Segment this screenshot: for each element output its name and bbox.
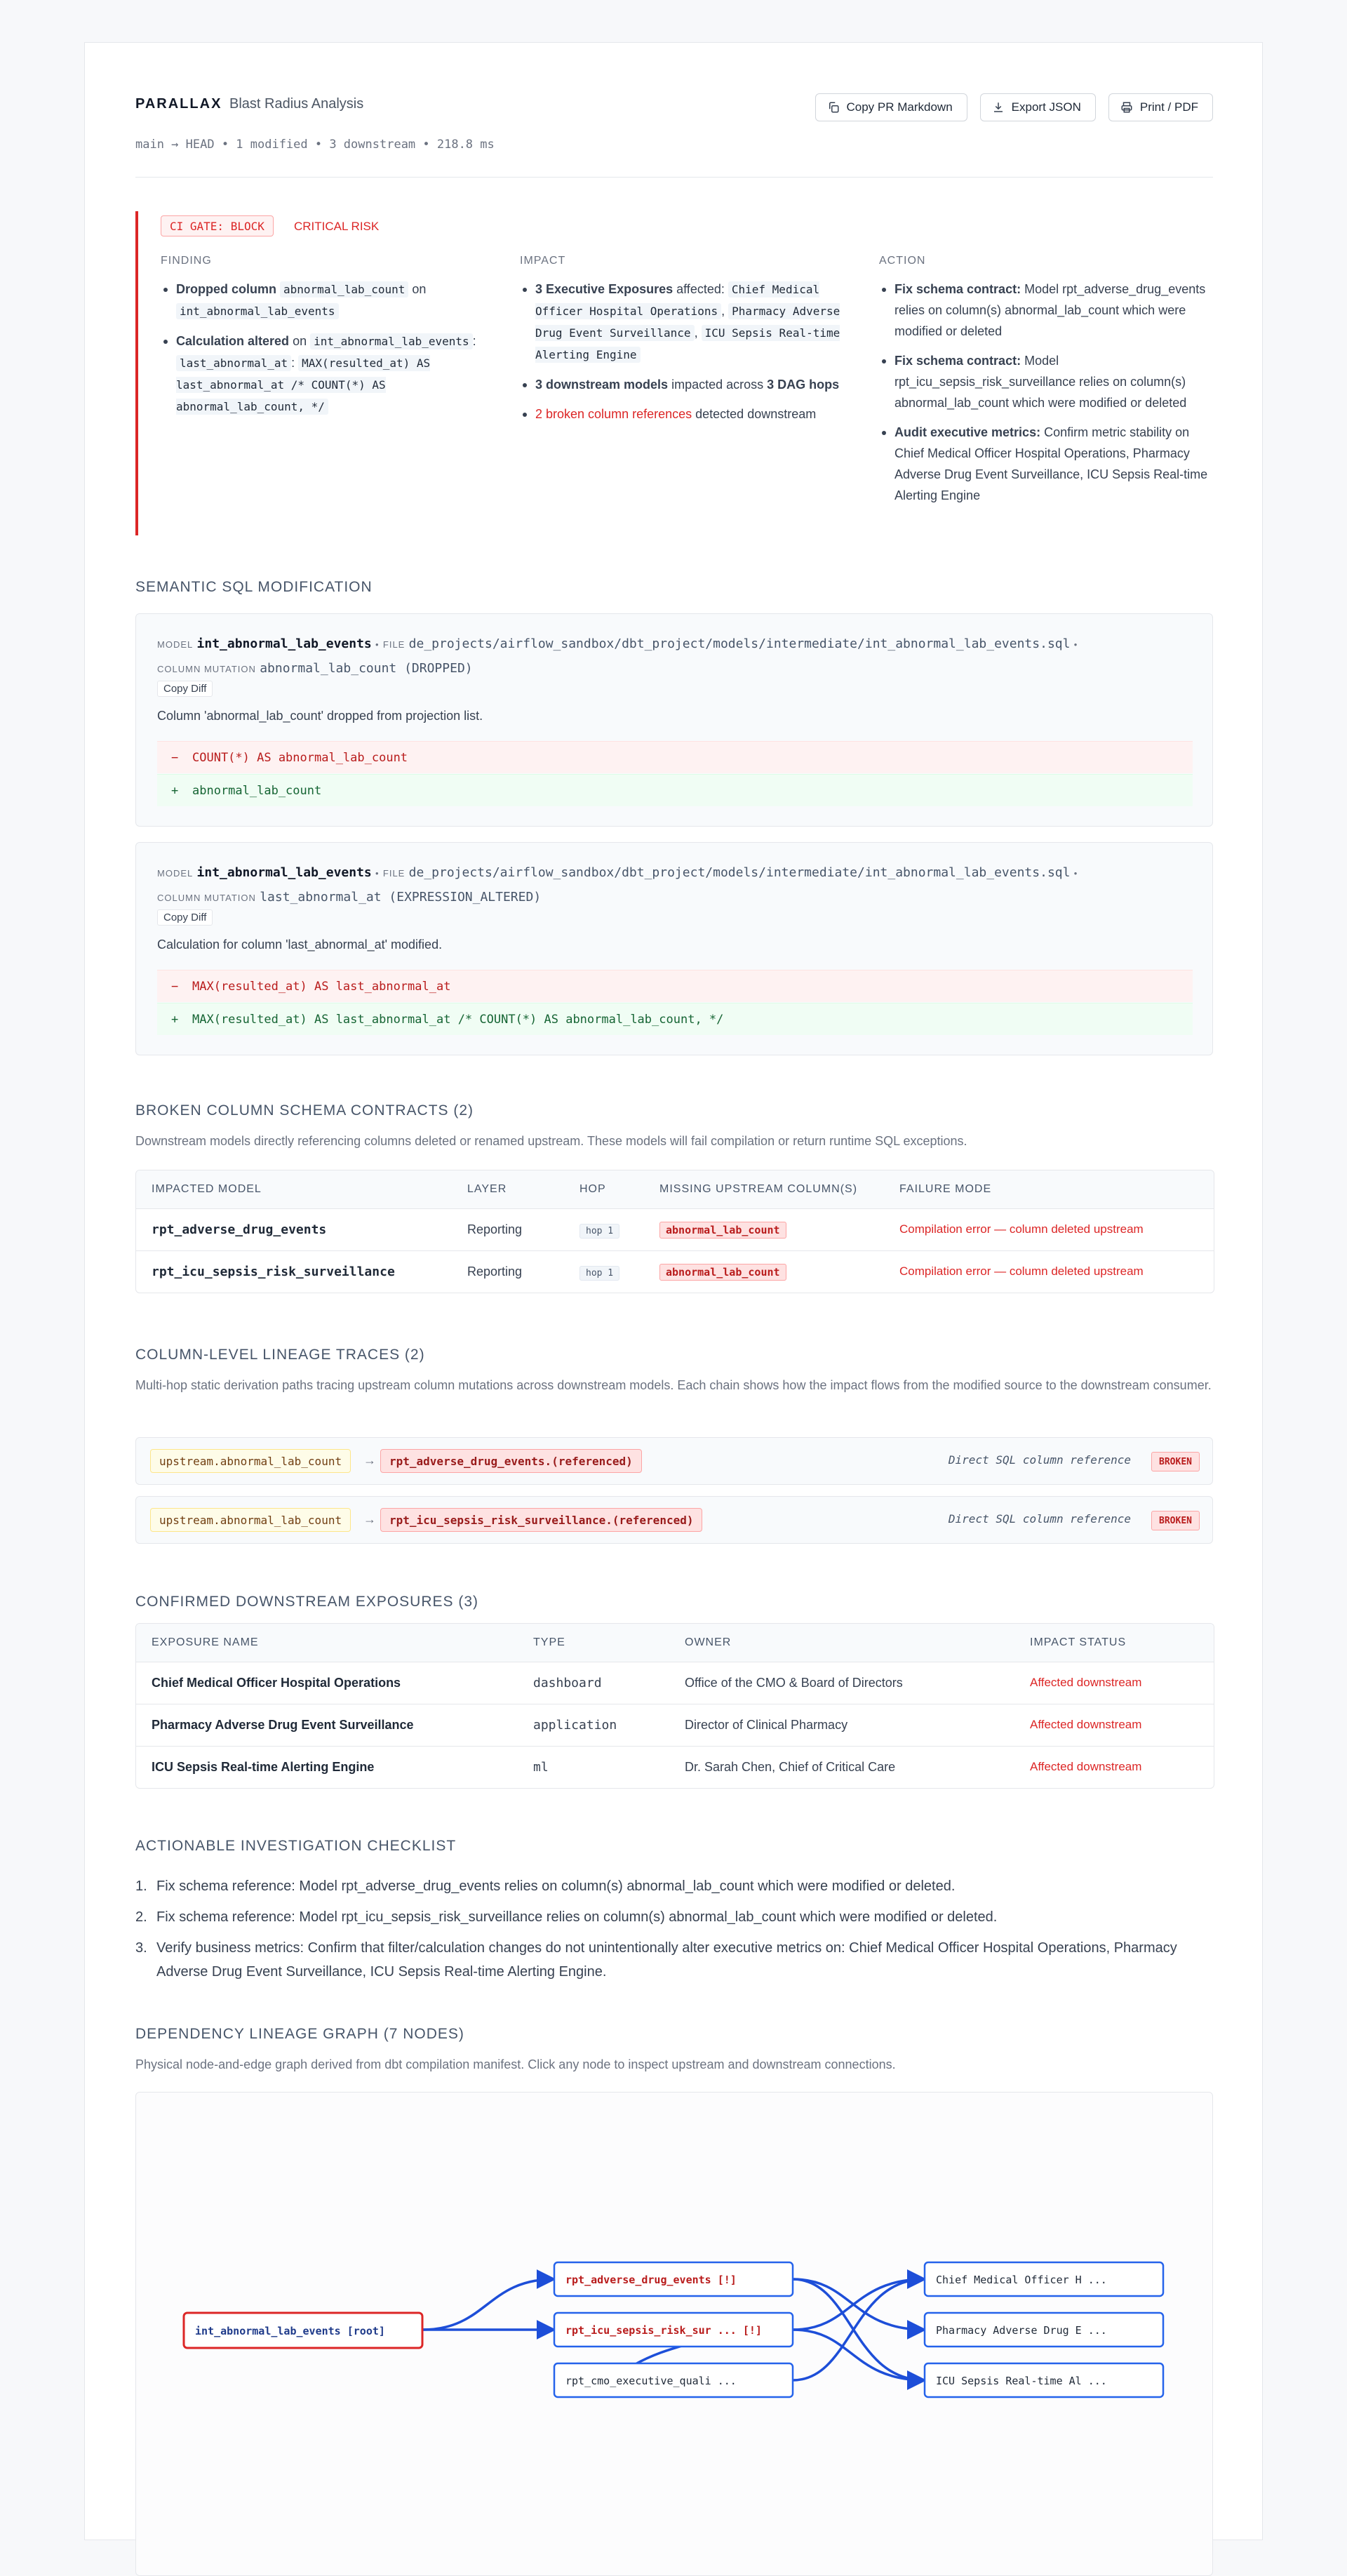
failure-mode: Compilation error — column deleted upstream xyxy=(899,1264,1144,1279)
graph-node-model[interactable] xyxy=(554,2262,793,2296)
column-header: FAILURE MODE xyxy=(884,1170,1214,1208)
diff-card: MODEL int_abnormal_lab_events • FILE de_projects/airflow_sandbox/dbt_project/models/intermediate/int_abnormal_lab_events.sql • COLUMN MUTATION abnormal_lab_count (DROPPED) Copy Diff Column 'abnormal_lab_count' dropped from projection list. − COUNT(*) AS abnormal_lab_count + abnormal_lab_count xyxy=(135,613,1213,827)
printer-icon xyxy=(1120,101,1133,114)
table-row[interactable] xyxy=(136,1662,1214,1704)
downstream-ref-chip: rpt_adverse_drug_events.(referenced) xyxy=(380,1449,642,1473)
copy-pr-markdown-label: Copy PR Markdown xyxy=(846,100,953,114)
diff-model-name: int_abnormal_lab_events xyxy=(196,636,372,651)
exposure-owner: Office of the CMO & Board of Directors xyxy=(669,1662,1014,1704)
diff-added-line: + abnormal_lab_count xyxy=(157,774,1193,806)
report-page xyxy=(84,42,1263,2540)
trace-note: Direct SQL column reference xyxy=(948,1512,1131,1526)
section-title: ACTIONABLE INVESTIGATION CHECKLIST xyxy=(135,1838,457,1854)
graph-node-exposure[interactable] xyxy=(925,2313,1163,2347)
lineage-traces-section xyxy=(135,1347,1213,1396)
graph-canvas[interactable] xyxy=(136,2093,1213,2576)
column-header: LAYER xyxy=(452,1170,564,1208)
page-title: Blast Radius Analysis xyxy=(229,96,364,112)
exposure-owner: Dr. Sarah Chen, Chief of Critical Care xyxy=(685,1759,896,1774)
lineage-trace[interactable] xyxy=(135,1496,1213,1544)
finding-item: Calculation altered on int_abnormal_lab_events : last_abnormal_at : MAX(resulted_at) AS last_abnormal_at /* COUNT(*) AS abnormal_lab_count, */ xyxy=(161,331,490,418)
diff-card: MODEL int_abnormal_lab_events • FILE de_projects/airflow_sandbox/dbt_project/models/intermediate/int_abnormal_lab_events.sql • COLUMN MUTATION last_abnormal_at (EXPRESSION_ALTERED) Copy Diff Calculation for column 'last_abnormal_at' modified. − MAX(resulted_at) AS last_abnormal_at + MAX(resulted_at) AS last_abnormal_at /* COUNT(*) AS abnormal_lab_count, */ xyxy=(135,842,1213,1055)
section-description: Downstream models directly referencing columns deleted or renamed upstream. These models will fail compilation or return runtime SQL exceptions. xyxy=(135,1134,967,1148)
diff-mutation: abnormal_lab_count (DROPPED) xyxy=(260,661,473,676)
column-header: IMPACTED MODEL xyxy=(136,1170,452,1208)
impact-heading: IMPACT xyxy=(520,255,566,267)
impact-column xyxy=(520,251,850,433)
graph-node-root[interactable] xyxy=(184,2313,422,2348)
checklist-item: 1. Fix schema reference: Model rpt_adverse_drug_events relies on column(s) abnormal_lab_count which were modified or deleted. xyxy=(135,1878,956,1894)
download-icon xyxy=(992,101,1005,114)
table-row[interactable] xyxy=(136,1746,1214,1788)
impact-item: 2 broken column references detected downstream xyxy=(520,403,850,425)
print-pdf-label: Print / PDF xyxy=(1139,100,1198,114)
critical-risk-panel xyxy=(135,211,1213,535)
column-header: IMPACT STATUS xyxy=(1014,1624,1214,1662)
hop-badge: hop 1 xyxy=(579,1224,619,1239)
graph-node-model[interactable] xyxy=(554,2313,793,2347)
hop-badge: hop 1 xyxy=(579,1266,619,1281)
section-title: DEPENDENCY LINEAGE GRAPH (7 NODES) xyxy=(135,2026,464,2042)
checklist-section xyxy=(135,1838,1213,1991)
dependency-graph[interactable] xyxy=(135,2092,1213,2576)
column-header: OWNER xyxy=(669,1624,1014,1662)
diff-file-path: de_projects/airflow_sandbox/dbt_project/models/intermediate/int_abnormal_lab_events.sql xyxy=(408,636,1071,651)
missing-column-badge: abnormal_lab_count xyxy=(659,1264,786,1281)
ci-gate-badge: CI GATE: BLOCK xyxy=(161,215,274,236)
graph-node-label: Pharmacy Adverse Drug E ... xyxy=(936,2324,1107,2337)
section-title: SEMANTIC SQL MODIFICATION xyxy=(135,579,373,595)
impacted-model: rpt_icu_sepsis_risk_surveillance xyxy=(152,1264,395,1279)
column-header: HOP xyxy=(564,1170,644,1208)
exposure-owner: Director of Clinical Pharmacy xyxy=(669,1704,1014,1746)
exposure-name: Pharmacy Adverse Drug Event Surveillance xyxy=(136,1704,518,1746)
impact-status: Affected downstream xyxy=(1014,1704,1214,1746)
exposure-type: ml xyxy=(533,1759,549,1775)
missing-column-badge: abnormal_lab_count xyxy=(659,1222,786,1239)
run-meta: main → HEAD • 1 modified • 3 downstream • 218.8 ms xyxy=(135,138,495,152)
column-header: EXPOSURE NAME xyxy=(136,1624,518,1662)
graph-node-label: ICU Sepsis Real-time Al ... xyxy=(936,2375,1107,2387)
impacted-model: rpt_adverse_drug_events xyxy=(136,1208,452,1250)
graph-edge xyxy=(793,2279,925,2380)
section-title: CONFIRMED DOWNSTREAM EXPOSURES (3) xyxy=(135,1594,479,1610)
finding-item: Dropped column abnormal_lab_count on int_abnormal_lab_events xyxy=(161,279,490,322)
broken-contracts-table xyxy=(135,1170,1214,1293)
lineage-trace[interactable] xyxy=(135,1437,1213,1485)
graph-edge xyxy=(793,2279,925,2380)
broken-badge: BROKEN xyxy=(1151,1452,1200,1471)
diff-mutation: last_abnormal_at (EXPRESSION_ALTERED) xyxy=(260,890,542,905)
impact-status: Affected downstream xyxy=(1014,1662,1214,1704)
exposure-name: ICU Sepsis Real-time Alerting Engine xyxy=(152,1759,375,1774)
graph-node-exposure[interactable] xyxy=(925,2363,1163,2397)
exposure-name: Chief Medical Officer Hospital Operations xyxy=(136,1662,518,1704)
arrow-right-icon: → xyxy=(363,1453,376,1467)
graph-section xyxy=(135,2026,1213,2075)
report-header xyxy=(135,43,1213,178)
action-heading: ACTION xyxy=(879,255,926,267)
table-row[interactable] xyxy=(136,1704,1214,1746)
impact-item: 3 Executive Exposures affected: Chief Medical Officer Hospital Operations , Pharmacy Adverse Drug Event Surveillance , ICU Sepsis Real-time Alerting Engine xyxy=(520,279,850,366)
diff-description: Calculation for column 'last_abnormal_at' modified. xyxy=(157,937,443,952)
action-item: Audit executive metrics: Confirm metric stability on Chief Medical Officer Hospital Operations, Pharmacy Adverse Drug Event Surveillance, ICU Sepsis Real-time Alerting Engine xyxy=(879,422,1209,506)
layer: Reporting xyxy=(452,1208,564,1250)
finding-column xyxy=(161,251,490,426)
section-title: BROKEN COLUMN SCHEMA CONTRACTS (2) xyxy=(135,1102,474,1119)
upstream-column-chip: upstream.abnormal_lab_count xyxy=(150,1508,351,1532)
checklist-item: 2. Fix schema reference: Model rpt_icu_sepsis_risk_surveillance relies on column(s) abnormal_lab_count which were modified or deleted. xyxy=(135,1909,998,1925)
exposures-section xyxy=(135,1594,1213,1610)
exposure-type: application xyxy=(518,1704,669,1746)
column-header: TYPE xyxy=(518,1624,669,1662)
copy-diff-button[interactable]: Copy Diff xyxy=(157,681,213,697)
section-description: Multi-hop static derivation paths tracing upstream column mutations across downstream models. Each chain shows how the impact flows from the modified source to the downstream consumer. xyxy=(135,1378,1212,1392)
impact-item: 3 downstream models impacted across 3 DAG hops xyxy=(520,374,850,395)
header-actions xyxy=(815,93,1214,121)
layer: Reporting xyxy=(467,1264,523,1279)
diff-model-name: int_abnormal_lab_events xyxy=(196,865,372,880)
diff-removed-line: − MAX(resulted_at) AS last_abnormal_at xyxy=(157,970,1193,1002)
risk-level-label: CRITICAL RISK xyxy=(294,220,380,233)
graph-node-label: rpt_icu_sepsis_risk_sur ... [!] xyxy=(565,2324,762,2337)
graph-node-exposure[interactable] xyxy=(925,2262,1163,2296)
graph-node-label: Chief Medical Officer H ... xyxy=(936,2274,1107,2286)
semantic-section xyxy=(135,579,1213,596)
failure-mode: Compilation error — column deleted upstream xyxy=(884,1208,1214,1250)
checklist-item: 3. Verify business metrics: Confirm that filter/calculation changes do not unintentionally alter executive metrics on: Chief Medical Officer Hospital Operations, Pharmacy Adverse Drug Event Surveillance, ICU Sepsis Real-time Alerting Engine. xyxy=(135,1940,1177,1980)
section-description: Physical node-and-edge graph derived from dbt compilation manifest. Click any node to inspect upstream and downstream connections. xyxy=(135,2057,896,2071)
graph-node-model[interactable] xyxy=(554,2363,793,2397)
arrow-right-icon: → xyxy=(363,1512,376,1526)
diff-added-line: + MAX(resulted_at) AS last_abnormal_at /* COUNT(*) AS abnormal_lab_count, */ xyxy=(157,1003,1193,1035)
export-json-button[interactable] xyxy=(980,93,1096,121)
print-pdf-button[interactable] xyxy=(1108,93,1213,121)
diff-file-path: de_projects/airflow_sandbox/dbt_project/models/intermediate/int_abnormal_lab_events.sql xyxy=(408,865,1071,880)
table-row[interactable] xyxy=(136,1250,1214,1293)
downstream-ref-chip: rpt_icu_sepsis_risk_surveillance.(referenced) xyxy=(380,1508,702,1532)
export-json-label: Export JSON xyxy=(1011,100,1081,114)
action-item: Fix schema contract: Model rpt_icu_sepsis_risk_surveillance relies on column(s) abnormal_lab_count which were modified or deleted xyxy=(879,350,1209,413)
exposures-table xyxy=(135,1623,1214,1789)
diff-removed-line: − COUNT(*) AS abnormal_lab_count xyxy=(157,741,1193,773)
table-row[interactable] xyxy=(136,1208,1214,1250)
trace-note: Direct SQL column reference xyxy=(948,1453,1131,1467)
section-title: COLUMN-LEVEL LINEAGE TRACES (2) xyxy=(135,1347,425,1363)
graph-node-label: rpt_adverse_drug_events [!] xyxy=(565,2274,737,2286)
graph-edge xyxy=(422,2279,554,2330)
exposure-type: dashboard xyxy=(518,1662,669,1704)
copy-diff-button[interactable]: Copy Diff xyxy=(157,909,213,926)
action-item: Fix schema contract: Model rpt_adverse_drug_events relies on column(s) abnormal_lab_count which were modified or deleted xyxy=(879,279,1209,342)
copy-pr-markdown-button[interactable] xyxy=(815,93,967,121)
column-header: MISSING UPSTREAM COLUMN(S) xyxy=(644,1170,884,1208)
impact-status: Affected downstream xyxy=(1030,1760,1142,1774)
copy-icon xyxy=(827,101,840,114)
graph-node-label: rpt_cmo_executive_quali ... xyxy=(565,2375,737,2387)
broken-contracts-section xyxy=(135,1102,1213,1152)
upstream-column-chip: upstream.abnormal_lab_count xyxy=(150,1449,351,1473)
diff-description: Column 'abnormal_lab_count' dropped from projection list. xyxy=(157,709,483,723)
action-column xyxy=(879,251,1209,514)
finding-heading: FINDING xyxy=(161,255,212,267)
graph-node-label: int_abnormal_lab_events [root] xyxy=(195,2325,385,2337)
broken-badge: BROKEN xyxy=(1151,1511,1200,1530)
brand-logo: PARALLAX xyxy=(135,96,222,112)
